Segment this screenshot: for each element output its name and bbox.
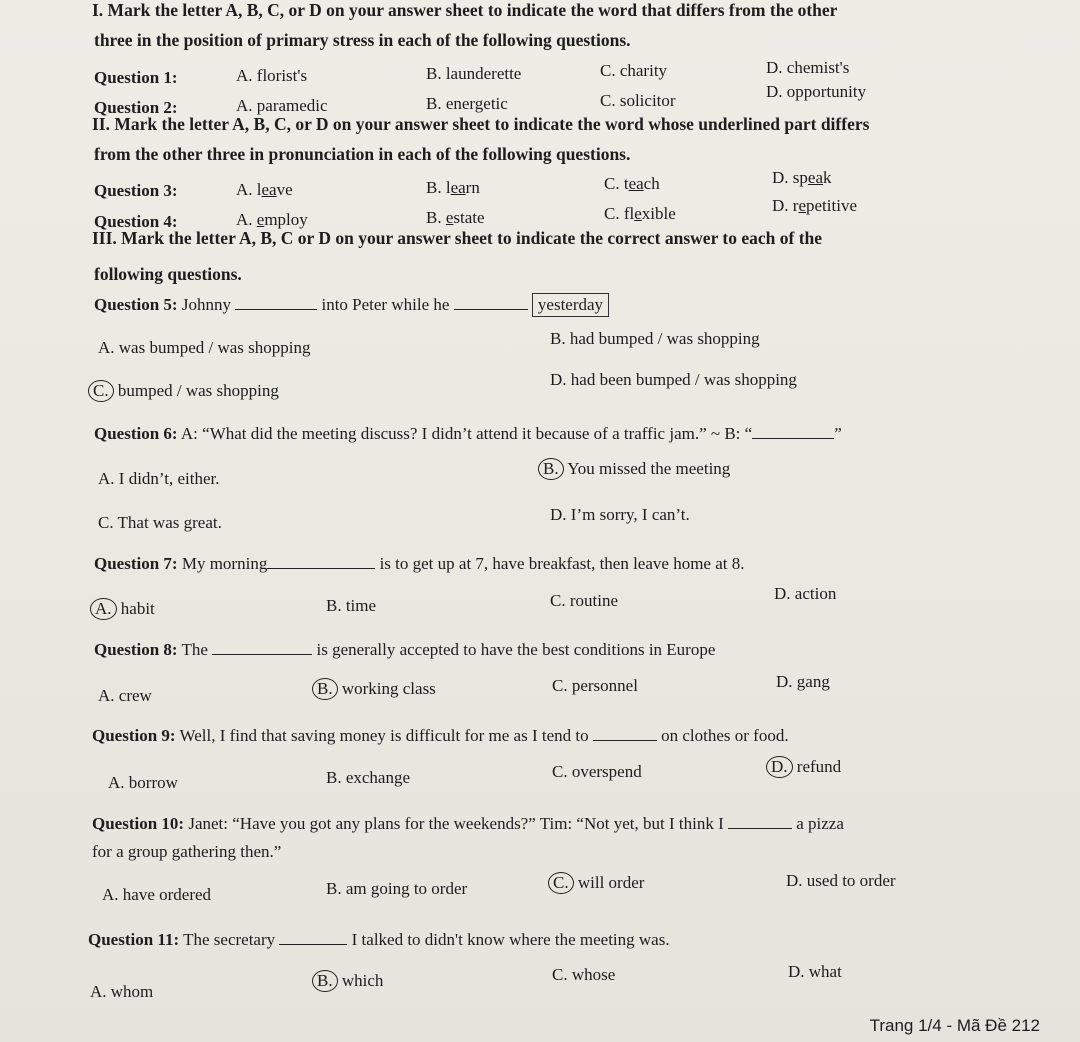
q8-stem: Question 8: The is generally accepted to have the best conditions in Europe [94,640,716,659]
q10-blank [728,828,792,829]
q5-blank-2 [454,309,528,310]
q8-option-d: D. gang [776,672,830,691]
q3-option-b: B. learn [426,178,480,197]
q5-option-a: A. was bumped / was shopping [98,338,311,357]
q9-stem: Question 9: Well, I find that saving money is difficult for me as I tend to on clothes or food. [92,726,789,745]
q1-option-d: D. chemist's [766,58,850,77]
q9-option-d: D. refund [766,756,841,778]
section-3-heading-line1: III. Mark the letter A, B, C or D on your answer sheet to indicate the correct answer to each of the [92,228,823,248]
section-2-heading-line1: II. Mark the letter A, B, C, or D on your answer sheet to indicate the word whose underlined part differs [92,114,870,134]
q2-option-d: D. opportunity [766,82,867,101]
q4-label: Question 4: [94,212,178,231]
q7-option-a: A. habit [90,598,155,620]
q3-option-d: D. speak [772,168,832,187]
q9-blank [593,740,657,741]
q1-option-b: B. launderette [426,64,522,83]
q8-option-c: C. personnel [552,676,638,695]
q6-selected-mark: B. [538,458,564,480]
q4-option-b: B. estate [426,208,485,227]
q10-selected-mark: C. [548,872,574,894]
q8-selected-mark: B. [312,678,338,700]
q4-option-c: C. flexible [604,204,676,223]
q6-blank [752,438,834,439]
q4-option-a: A. employ [236,210,308,229]
q7-option-d: D. action [774,584,837,603]
q11-option-a: A. whom [90,982,154,1001]
q4-option-d: D. repetitive [772,196,857,215]
q8-option-a: A. crew [98,686,152,705]
q5-answer-box: yesterday [532,293,609,317]
q11-stem: Question 11: The secretary I talked to didn't know where the meeting was. [88,930,670,949]
q10-option-b: B. am going to order [326,879,468,898]
q5-option-b: B. had bumped / was shopping [550,329,760,348]
q10-option-d: D. used to order [786,871,896,890]
q9-option-a: A. borrow [108,773,178,792]
q6-option-a: A. I didn’t, either. [98,469,220,488]
q8-blank [212,654,312,655]
q11-option-b: B. which [312,970,383,992]
page-footer: Trang 1/4 - Mã Đề 212 [869,1016,1040,1035]
q2-label: Question 2: [94,98,178,117]
q6-stem: Question 6: A: “What did the meeting discuss? I didn’t attend it because of a traffic jam.” ~ B: “ ” [94,424,842,443]
q5-option-d: D. had been bumped / was shopping [550,370,797,389]
section-1-heading-line1: I. Mark the letter A, B, C, or D on your answer sheet to indicate the word that differs from the other [92,0,838,20]
q2-option-c: C. solicitor [600,91,676,110]
q11-selected-mark: B. [312,970,338,992]
section-2-heading-line2: from the other three in pronunciation in each of the following questions. [94,144,631,164]
q3-option-c: C. teach [604,174,660,193]
q5-stem: Question 5: Johnny into Peter while he yesterday [94,293,609,317]
q2-option-a: A. paramedic [236,96,328,115]
q2-option-b: B. energetic [426,94,508,113]
q11-blank [279,944,347,945]
q11-option-c: C. whose [552,965,616,984]
q5-option-c: C. bumped / was shopping [88,380,279,402]
q6-option-b: B. You missed the meeting [538,458,730,480]
q5-blank-1 [235,309,317,310]
q9-selected-mark: D. [766,756,793,778]
q8-option-b: B. working class [312,678,436,700]
q5-selected-mark: C. [88,380,114,402]
q7-stem: Question 7: My morning is to get up at 7, have breakfast, then leave home at 8. [94,554,745,573]
q10-stem-line2: for a group gathering then.” [92,842,282,861]
q1-option-a: A. florist's [236,66,308,85]
q9-option-c: C. overspend [552,762,642,781]
q7-blank [267,568,375,569]
q6-option-d: D. I’m sorry, I can’t. [550,505,690,524]
q7-selected-mark: A. [90,598,117,620]
section-3-heading-line2: following questions. [94,264,242,284]
section-1-heading-line2: three in the position of primary stress in each of the following questions. [94,30,631,50]
q1-label: Question 1: [94,68,178,87]
q10-option-a: A. have ordered [102,885,212,904]
q6-option-c: C. That was great. [98,513,222,532]
q1-option-c: C. charity [600,61,668,80]
q11-option-d: D. what [788,962,842,981]
q10-option-c: C. will order [548,872,644,894]
q3-label: Question 3: [94,181,178,200]
q10-stem-line1: Question 10: Janet: “Have you got any plans for the weekends?” Tim: “Not yet, but I think I a pizza [92,814,844,833]
q7-option-c: C. routine [550,591,618,610]
q7-option-b: B. time [326,596,377,615]
q3-option-a: A. leave [236,180,293,199]
q9-option-b: B. exchange [326,768,411,787]
